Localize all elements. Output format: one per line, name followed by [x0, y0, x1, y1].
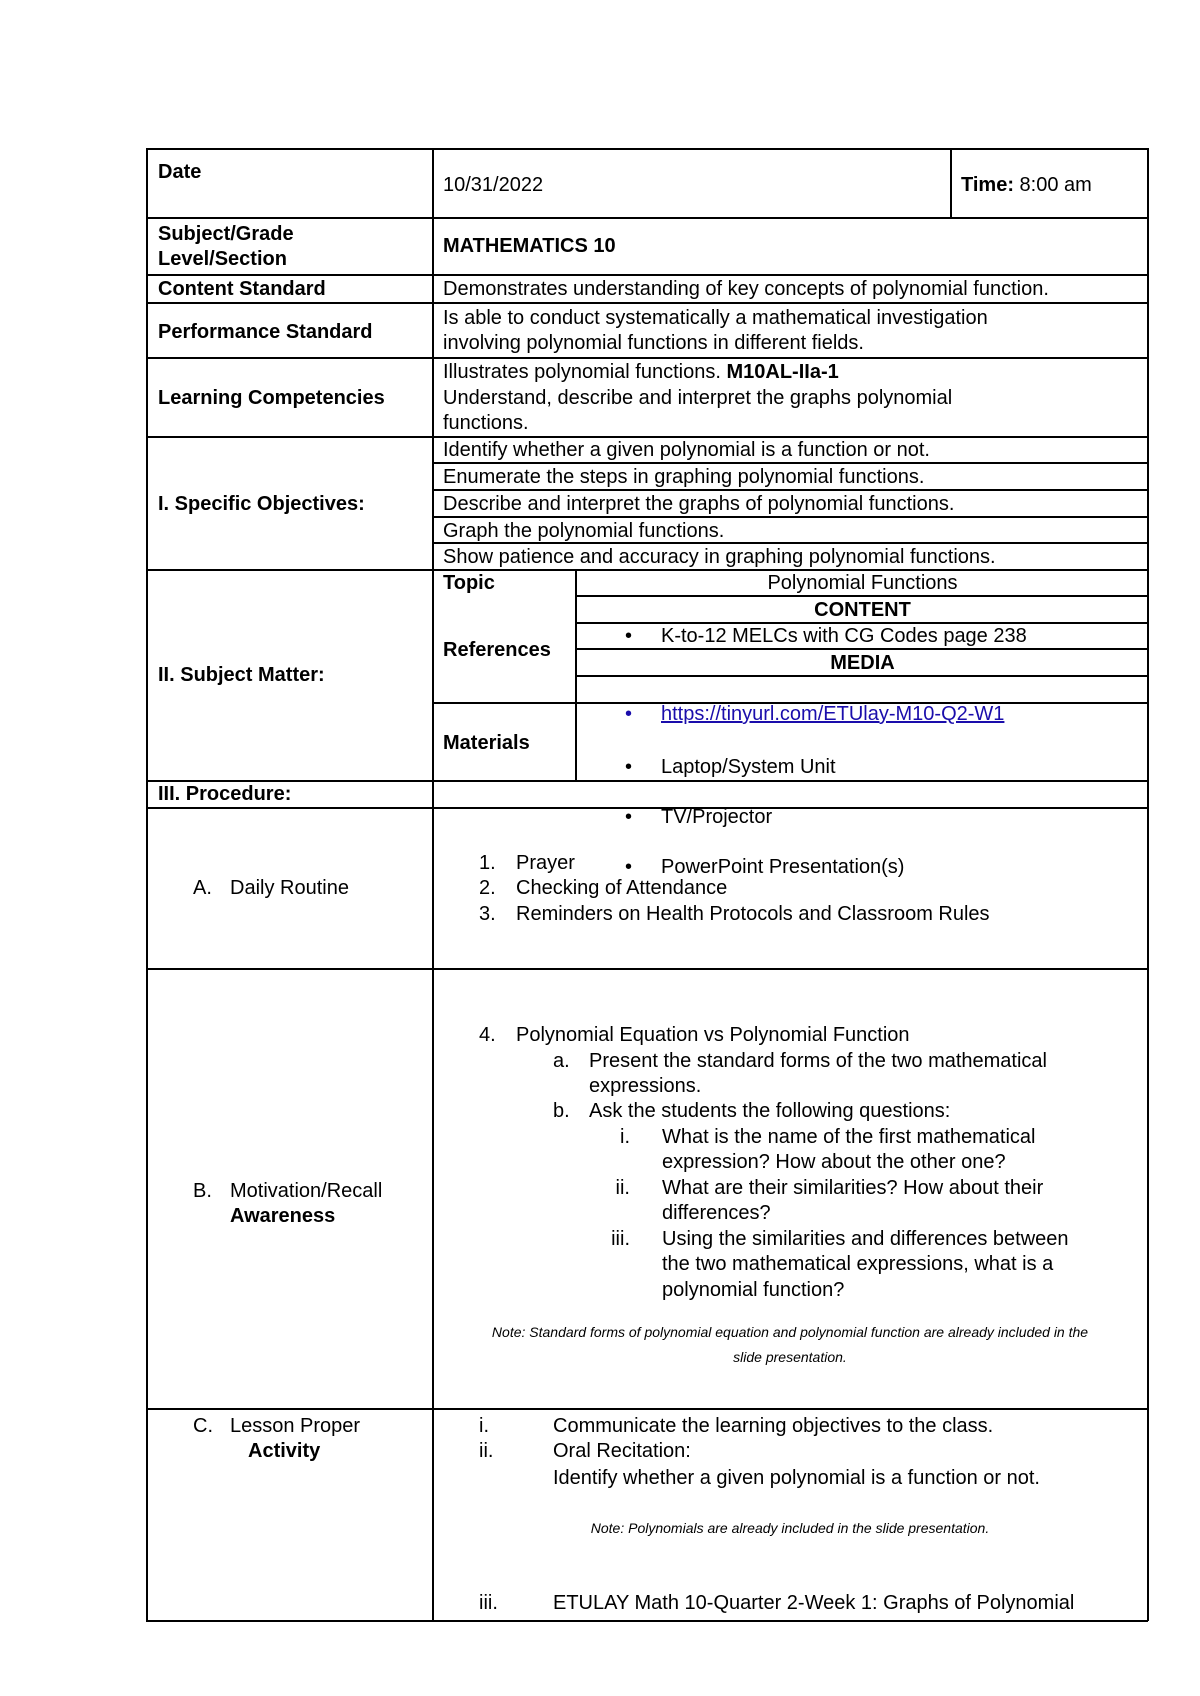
learning-competencies-line-1	[443, 360, 839, 385]
performance-standard-line-1: Is able to conduct systematically a mathematical investigation	[443, 307, 988, 329]
question-text: polynomial function?	[662, 1279, 845, 1301]
objective-item: Describe and interpret the graphs of polynomial functions.	[443, 493, 955, 515]
procedure-label: III. Procedure:	[158, 783, 292, 805]
routine-item-number: 1.	[479, 852, 496, 874]
date-label: Date	[158, 161, 202, 183]
lesson-note: Note: Polynomials are already included in the slide presentation.	[590, 1520, 990, 1536]
subject-value: MATHEMATICS 10	[443, 235, 616, 257]
media-heading: MEDIA	[830, 652, 895, 674]
lesson-sublabel: Activity	[248, 1440, 321, 1462]
time-value: 8:00 am	[1019, 174, 1092, 196]
lesson-item-marker: ii.	[479, 1440, 494, 1462]
time-label: Time:	[961, 174, 1014, 196]
date-value: 10/31/2022	[443, 174, 544, 196]
material-item: • TV/Projector	[661, 805, 1200, 830]
sub-item-marker: b.	[553, 1100, 570, 1122]
lesson-item-text: Communicate the learning objectives to the class.	[553, 1415, 994, 1437]
motivation-sublabel: Awareness	[230, 1205, 336, 1227]
lesson-item-subtext: Identify whether a given polynomial is a function or not.	[553, 1467, 1040, 1489]
routine-item-text: Checking of Attendance	[516, 877, 728, 899]
question-marker: iii.	[611, 1228, 630, 1250]
sub-item-text: Ask the students the following questions:	[589, 1100, 951, 1122]
motivation-label: Motivation/Recall	[230, 1180, 383, 1202]
objective-item: Show patience and accuracy in graphing polynomial functions.	[443, 546, 996, 568]
topic-value: Polynomial Functions	[767, 572, 958, 594]
question-text: What are their similarities? How about their	[662, 1177, 1044, 1199]
time-field	[961, 173, 1092, 198]
question-text: What is the name of the first mathematical	[662, 1126, 1036, 1148]
materials-label: Materials	[443, 732, 530, 754]
topic-label: Topic	[443, 572, 495, 594]
competency-text: Illustrates polynomial functions.	[443, 361, 721, 383]
routine-item-text: Reminders on Health Protocols and Classroom Rules	[516, 903, 990, 925]
learning-competencies-line-3: functions.	[443, 412, 529, 434]
sub-item-marker: a.	[553, 1050, 570, 1072]
references-label: References	[443, 639, 551, 661]
learning-competencies-label: Learning Competencies	[158, 387, 385, 409]
routine-item-text: Prayer	[516, 852, 575, 874]
content-reference-item: • K-to-12 MELCs with CG Codes page 238	[661, 624, 1200, 649]
subject-label-line-2: Level/Section	[158, 248, 287, 270]
motivation-item-text: Polynomial Equation vs Polynomial Function	[516, 1024, 910, 1046]
question-text: the two mathematical expressions, what is a	[662, 1253, 1054, 1275]
motivation-marker: B.	[193, 1180, 212, 1202]
question-text: differences?	[662, 1202, 771, 1224]
sub-item-text: Present the standard forms of the two mathematical	[589, 1050, 1047, 1072]
content-standard-label: Content Standard	[158, 278, 326, 300]
objective-item: Graph the polynomial functions.	[443, 520, 725, 542]
performance-standard-line-2: involving polynomial functions in different fields.	[443, 332, 864, 354]
objectives-label: I. Specific Objectives:	[158, 493, 365, 515]
performance-standard-label: Performance Standard	[158, 321, 373, 343]
question-text: expression? How about the other one?	[662, 1151, 1006, 1173]
sub-item-text: expressions.	[589, 1075, 702, 1097]
material-item: • PowerPoint Presentation(s)	[661, 855, 1200, 880]
objective-item: Enumerate the steps in graphing polynomial functions.	[443, 466, 925, 488]
content-standard-value: Demonstrates understanding of key concepts of polynomial function.	[443, 278, 1049, 300]
question-text: Using the similarities and differences between	[662, 1228, 1069, 1250]
daily-routine-label: Daily Routine	[230, 877, 349, 899]
lesson-item-marker: i.	[479, 1415, 489, 1437]
motivation-note-line-2: slide presentation.	[733, 1349, 847, 1365]
routine-item-number: 3.	[479, 903, 496, 925]
competency-code: M10AL-IIa-1	[726, 361, 839, 383]
question-marker: i.	[620, 1126, 630, 1148]
subject-label-line-1: Subject/Grade	[158, 223, 294, 245]
media-link[interactable]: • https://tinyurl.com/ETUlay-M10-Q2-W1	[661, 702, 1200, 727]
motivation-item-number: 4.	[479, 1024, 496, 1046]
lesson-item-marker: iii.	[479, 1592, 498, 1614]
subject-matter-label: II. Subject Matter:	[158, 664, 325, 686]
learning-competencies-line-2: Understand, describe and interpret the graphs polynomial	[443, 387, 953, 409]
lesson-item-text: ETULAY Math 10-Quarter 2-Week 1: Graphs of Polynomial	[553, 1592, 1075, 1614]
question-marker: ii.	[615, 1177, 630, 1199]
content-heading: CONTENT	[814, 599, 911, 621]
material-item: • Laptop/System Unit	[661, 755, 1200, 780]
objective-item: Identify whether a given polynomial is a function or not.	[443, 439, 930, 461]
daily-routine-marker: A.	[193, 877, 212, 899]
motivation-note-line-1: Note: Standard forms of polynomial equation and polynomial function are already included in the	[491, 1324, 1089, 1340]
routine-item-number: 2.	[479, 877, 496, 899]
lesson-marker: C.	[193, 1415, 213, 1437]
lesson-item-text: Oral Recitation:	[553, 1440, 691, 1462]
lesson-label: Lesson Proper	[230, 1415, 361, 1437]
